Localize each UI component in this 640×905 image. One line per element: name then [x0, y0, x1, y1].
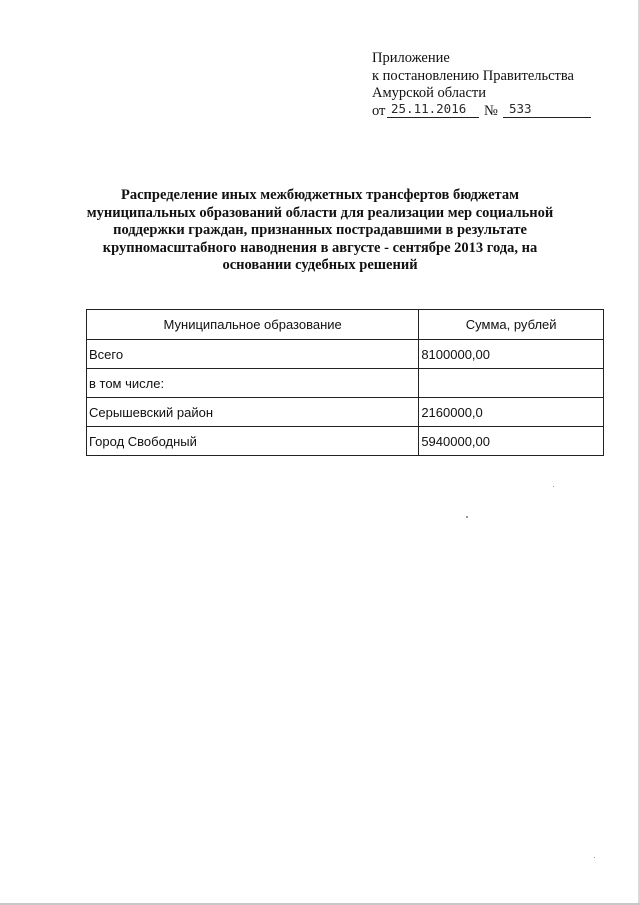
amount-cell: 8100000,00: [419, 340, 604, 369]
column-header-municipality: Муниципальное образование: [87, 310, 419, 340]
appendix-header: [372, 50, 612, 121]
table-header-row: [87, 310, 604, 340]
municipality-cell: Всего: [87, 340, 419, 369]
title-line: основании судебных решений: [222, 257, 418, 273]
table-row: [87, 427, 604, 456]
table-row: [87, 398, 604, 427]
resolution-date: 25.11.2016: [387, 100, 479, 118]
number-sign: №: [484, 102, 498, 119]
scan-speck: [466, 516, 468, 518]
region-name: Амурской области: [372, 85, 486, 101]
amount-cell: 5940000,00: [419, 427, 604, 456]
title-line: поддержки граждан, признанных пострадавшими в результате: [113, 222, 527, 238]
appendix-label: Приложение: [372, 50, 450, 66]
municipality-cell: Город Свободный: [87, 427, 419, 456]
date-prefix: от: [372, 102, 386, 119]
resolution-number: 533: [503, 100, 591, 118]
title-line: крупномасштабного наводнения в августе - сентябре 2013 года, на: [102, 239, 538, 256]
municipality-cell: в том числе:: [87, 369, 419, 398]
title-line: Распределение иных межбюджетных трансфертов бюджетам: [121, 187, 519, 203]
municipality-cell: Серышевский район: [87, 398, 419, 427]
amount-cell: 2160000,0: [419, 398, 604, 427]
document-title: [80, 187, 560, 275]
date-number-line: [372, 100, 612, 121]
column-header-amount: Сумма, рублей: [419, 310, 604, 340]
table-row: [87, 369, 604, 398]
scan-speck: [553, 486, 554, 487]
distribution-table: [86, 309, 604, 456]
scan-speck: [594, 857, 595, 858]
title-line: муниципальных образований области для реализации мер социальной: [86, 204, 554, 221]
table-row: [87, 340, 604, 369]
resolution-reference: к постановлению Правительства: [372, 67, 574, 84]
amount-cell: [419, 369, 604, 398]
